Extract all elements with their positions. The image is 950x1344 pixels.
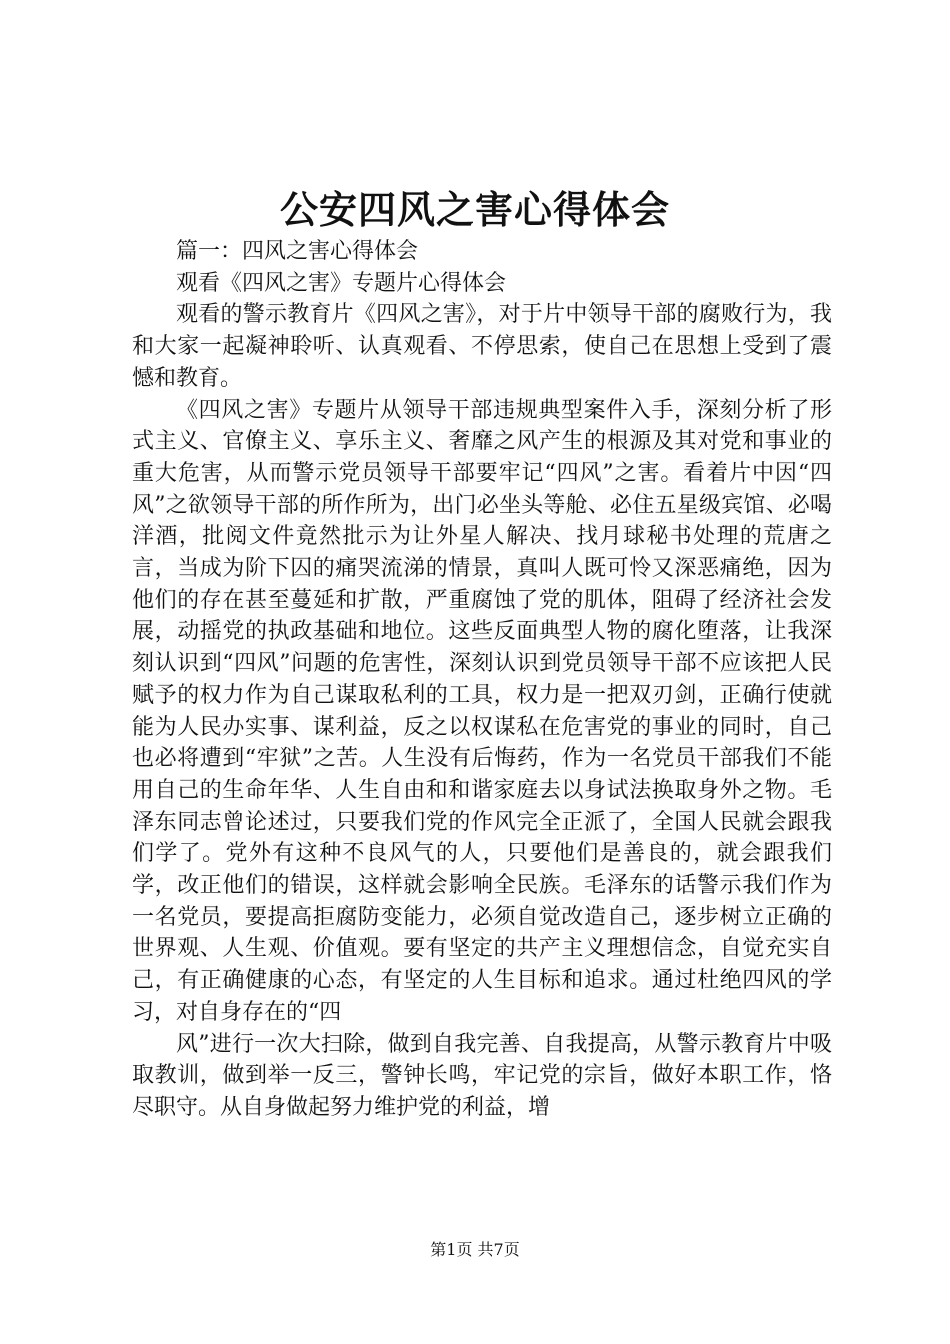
subsection-heading: 观看《四风之害》专题片心得体会 — [176, 270, 507, 296]
document-title: 公安四风之害心得体会 — [279, 187, 670, 232]
body-paragraph: 风”进行一次大扫除，做到自我完善、自我提高，从警示教育片中吸取教训，做到举一反三，警钟长鸣，牢记党的宗旨，做好本职工作，恪尽职守。从自身做起努力维护党的利益，增 — [132, 1031, 832, 1120]
document-body — [132, 236, 832, 1124]
page-footer: 第1页 共7页 — [430, 1240, 520, 1259]
body-paragraph: 《四风之害》专题片从领导干部违规典型案件入手，深刻分析了形式主义、官僚主义、享乐主义、奢靡之风产生的根源及其对党和事业的重大危害，从而警示党员领导干部要牢记“四风”之害。看着片中因“四风”之欲领导干部的所作所为，出门必坐头等舱、必住五星级宾馆、必喝洋酒，批阅文件竟然批示为让外星人解决、找月球秘书处理的荒唐之言，当成为阶下囚的痛哭流涕的情景，真叫人既可怜又深恶痛绝，因为他们的存在甚至蔓延和扩散，严重腐蚀了党的肌体，阻碍了经济社会发展，动摇党的执政基础和地位。这些反面典型人物的腐化堕落，让我深刻认识到“四风”问题的危害性，深刻认识到党员领导干部不应该把人民赋予的权力作为自己谋取私利的工具，权力是一把双刃剑，正确行使就能为人民办实事、谋利益，反之以权谋私在危害党的事业的同时，自己也必将遭到“牢狱”之苦。人生没有后悔药，作为一名党员干部我们不能用自己的生命年华、人生自由和和谐家庭去以身试法换取身外之物。毛泽东同志曾论述过，只要我们党的作风完全正派了，全国人民就会跟我们学了。党外有这种不良风气的人，只要他们是善良的，就会跟我们学，改正他们的错误，这样就会影响全民族。毛泽东的话警示我们作为一名党员，要提高拒腐防变能力，必须自觉改造自己，逐步树立正确的世界观、人生观、价值观。要有坚定的共产主义理想信念，自觉充实自己，有正确健康的心态，有坚定的人生目标和追求。通过杜绝四风的学习，对自身存在的“四 — [132, 397, 832, 1025]
body-paragraph: 观看的警示教育片《四风之害》，对于片中领导干部的腐败行为，我和大家一起凝神聆听、认真观看、不停思索，使自己在思想上受到了震憾和教育。 — [132, 302, 832, 391]
section-heading: 篇一：四风之害心得体会 — [176, 239, 419, 264]
